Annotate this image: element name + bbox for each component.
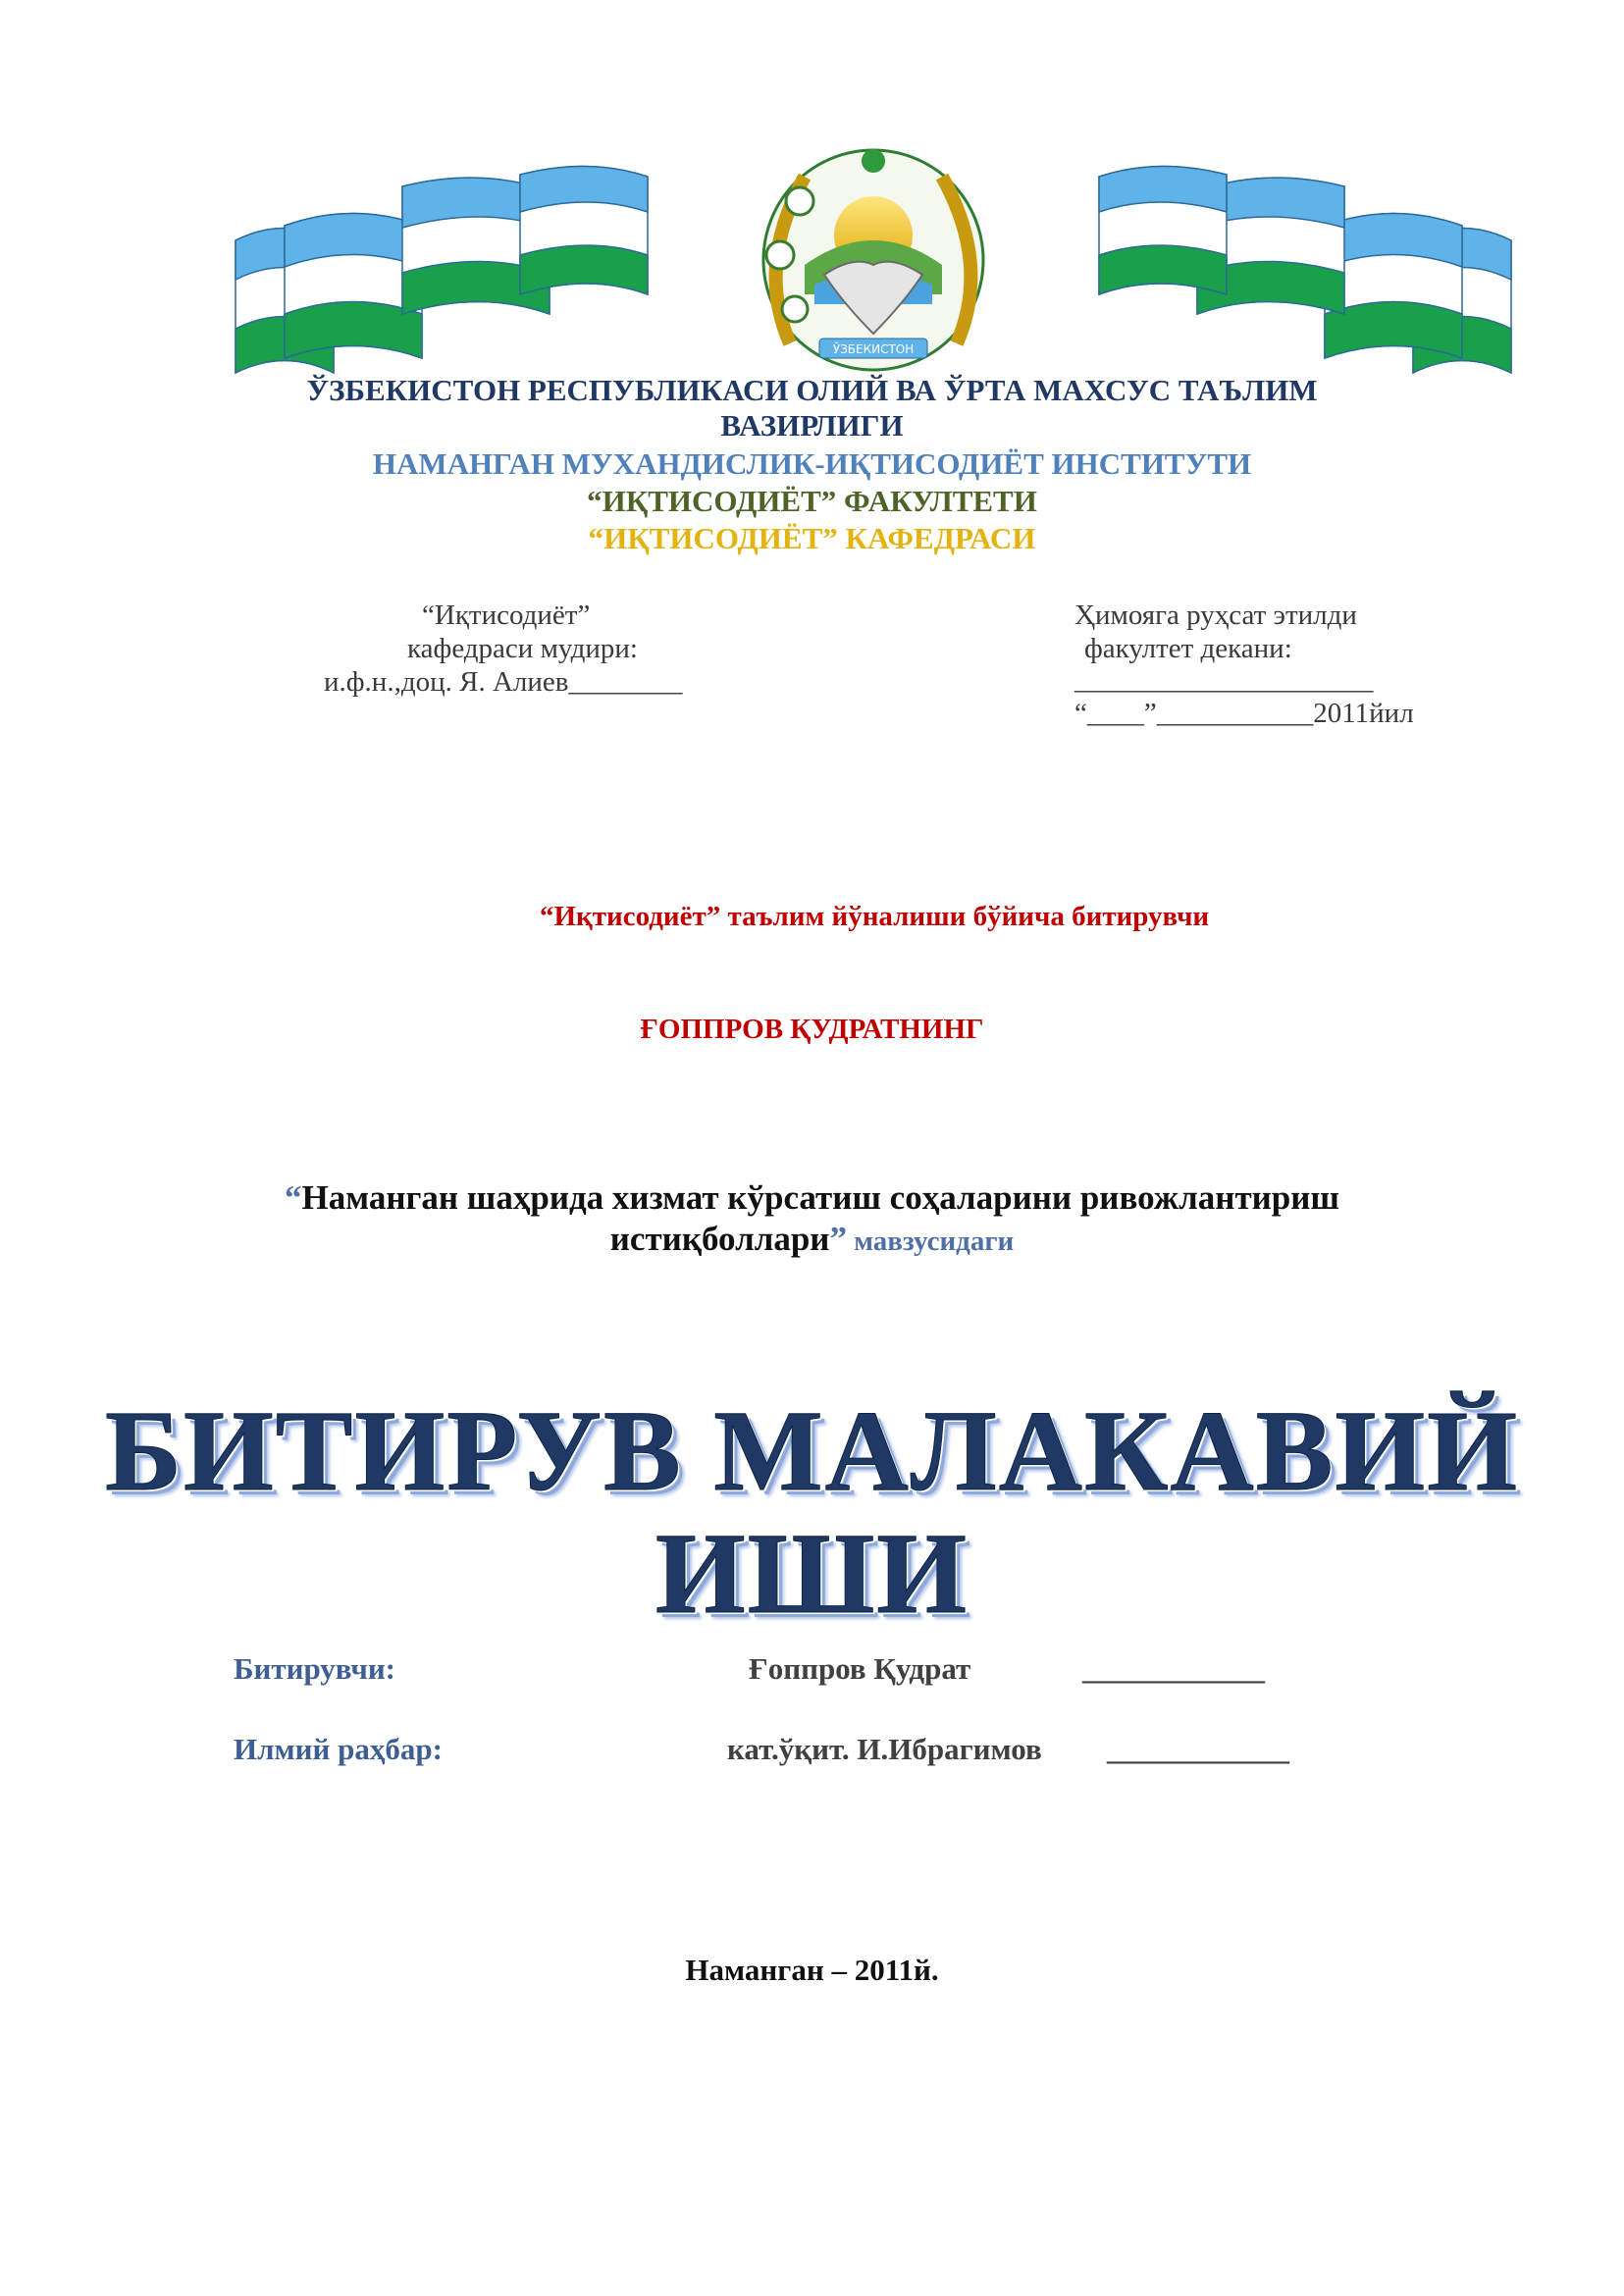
approval-right-line2: факултет декани: bbox=[1084, 633, 1292, 664]
ministry-line-1: ЎЗБЕКИСТОН РЕСПУБЛИКАСИ ОЛИЙ ВА ЎРТА МАХСУС ТАЪЛИМ bbox=[306, 373, 1318, 407]
flag-ribbon-left bbox=[236, 166, 648, 373]
approval-right-line4: “____”___________2011йил bbox=[1074, 698, 1414, 729]
work-title-line-2: ИШИ bbox=[655, 1509, 969, 1638]
student-name: ҒОППРОВ ҚУДРАТНИНГ bbox=[640, 1014, 984, 1045]
approval-right bbox=[1074, 599, 1526, 732]
approval-right-line3: _____________________ bbox=[1074, 664, 1374, 696]
graduate-label: Битирувчи: bbox=[234, 1651, 396, 1686]
graduate-row bbox=[234, 1651, 1411, 1691]
topic-open-quote: “ bbox=[285, 1178, 302, 1217]
state-emblem-banner bbox=[226, 147, 1521, 383]
supervisor-label: Илмий раҳбар: bbox=[234, 1732, 443, 1766]
topic-line-2: истиқболлари bbox=[609, 1220, 830, 1258]
emblem-circle bbox=[763, 149, 983, 370]
work-title-line-1: БИТИРУВ МАЛАКАВИЙ bbox=[104, 1386, 1519, 1515]
city-year: Наманган – 2011й. bbox=[685, 1953, 939, 1987]
topic-line-1: Наманган шаҳрида хизмат кўрсатиш соҳаларини ривожлантириш bbox=[301, 1178, 1339, 1217]
approval-left-line1: “Иқтисодиёт” bbox=[422, 600, 591, 631]
supervisor-signature-line: ____________ bbox=[1107, 1732, 1289, 1766]
graduate-name: Ғоппров Қудрат bbox=[749, 1651, 971, 1686]
faculty-name: “ИҚТИСОДИЁТ” ФАКУЛТЕТИ bbox=[587, 484, 1037, 518]
thesis-topic bbox=[0, 1177, 1624, 1262]
ministry-line-2: ВАЗИРЛИГИ bbox=[720, 408, 904, 443]
topic-close-quote: ” bbox=[829, 1220, 847, 1258]
flag-ribbon-right bbox=[1099, 166, 1511, 373]
emblem-label: ЎЗБЕКИСТОН bbox=[832, 342, 915, 356]
graduate-signature-line: ____________ bbox=[1082, 1651, 1265, 1686]
approval-left-line2: кафедраси мудири: bbox=[407, 633, 638, 664]
topic-suffix: мавзусидаги bbox=[846, 1226, 1015, 1257]
supervisor-name: кат.ўқит. И.Ибрагимов bbox=[727, 1732, 1042, 1766]
approval-left bbox=[324, 599, 765, 699]
approval-right-line1: Ҳимояга руҳсат этилди bbox=[1074, 600, 1357, 631]
department-name: “ИҚТИСОДИЁТ” КАФЕДРАСИ bbox=[588, 521, 1036, 555]
program-line: “Иқтисодиёт” таълим йўналиши бўйича битирувчи bbox=[540, 901, 1210, 932]
approval-left-line3: и.ф.н.,доц. Я. Алиев________ bbox=[324, 666, 683, 698]
institute-name: НАМАНГАН МУХАНДИСЛИК-ИҚТИСОДИЁТ ИНСТИТУТИ bbox=[372, 446, 1252, 481]
supervisor-row bbox=[234, 1732, 1411, 1771]
